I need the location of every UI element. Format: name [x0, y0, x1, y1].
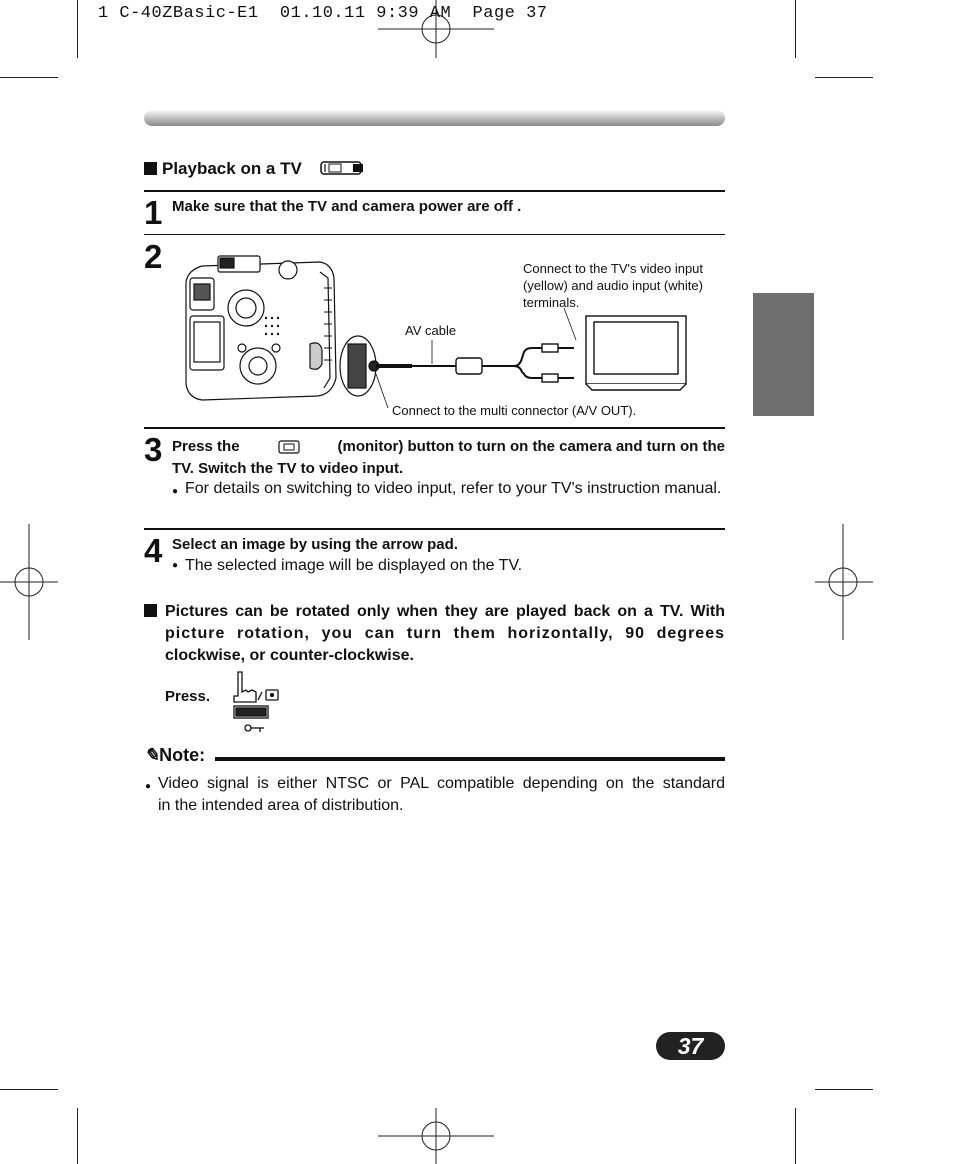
print-slug: 1 C-40ZBasic-E1 01.10.11 9:39 AM Page 37: [98, 4, 548, 23]
pencil-icon: ✎: [144, 745, 160, 765]
tv-label-line: terminals.: [523, 295, 580, 310]
playback-mode-icon: [319, 159, 365, 177]
step-3-text-line2: TV. Switch the TV to video input.: [172, 460, 404, 477]
diagram-tv-label: [523, 260, 703, 311]
section-title: [144, 159, 365, 179]
connector-zoom-icon: [340, 336, 379, 396]
rotate-button-icon: [228, 670, 288, 736]
step-3-text: [172, 436, 725, 480]
rotation-line: picture rotation, you can turn them horizontally, 90 degrees: [165, 625, 725, 642]
header-bar: [144, 110, 725, 126]
camera-illustration: [186, 256, 336, 400]
note-title: Note:: [159, 745, 206, 765]
divider: [144, 528, 725, 530]
note-heading: [144, 745, 205, 766]
divider: [144, 234, 725, 235]
step-number: 4: [144, 532, 163, 569]
step-3-text-start: Press the: [172, 438, 240, 455]
chapter-tab: [753, 293, 814, 416]
note-text: [158, 773, 725, 817]
section-title-text: Playback on a TV: [162, 159, 302, 178]
press-label: Press.: [165, 688, 211, 705]
step-number: 1: [144, 194, 163, 231]
diagram-cable-label: AV cable: [405, 323, 457, 338]
step-number: 2: [144, 238, 163, 275]
note-line: ● Video signal is either NTSC or PAL compatible depending on the standard: [158, 773, 725, 795]
tv-illustration: [586, 316, 686, 390]
rotation-line: clockwise, or counter-clockwise.: [165, 647, 414, 664]
step-4-text: Select an image by using the arrow pad.: [172, 536, 458, 553]
square-bullet-icon: [144, 162, 157, 175]
tv-label-line: (yellow) and audio input (white): [523, 278, 703, 293]
av-cable-icon: [376, 344, 574, 382]
note-rule: [215, 757, 725, 761]
note-line: in the intended area of distribution.: [158, 797, 404, 814]
step-3-bullet: ● For details on switching to video input, refer to your TV's instruction manual.: [185, 478, 725, 500]
step-4-bullet: ● The selected image will be displayed on the TV.: [185, 557, 522, 575]
page-number: 37: [656, 1032, 725, 1060]
diagram-connector-label: Connect to the multi connector (A/V OUT).: [392, 403, 637, 418]
rotation-paragraph: [165, 601, 725, 667]
step-1-text: Make sure that the TV and camera power are off .: [172, 198, 522, 215]
monitor-button-icon: [278, 440, 300, 454]
rotation-line: Pictures can be rotated only when they are played back on a TV. With: [165, 603, 725, 620]
divider: [144, 427, 725, 429]
square-bullet-icon: [144, 604, 157, 617]
step-3-text-end: (monitor) button to turn on the camera and turn on the: [337, 438, 725, 455]
step-number: 3: [144, 431, 163, 468]
tv-label-line: Connect to the TV's video input: [523, 261, 704, 276]
divider: [144, 190, 725, 192]
